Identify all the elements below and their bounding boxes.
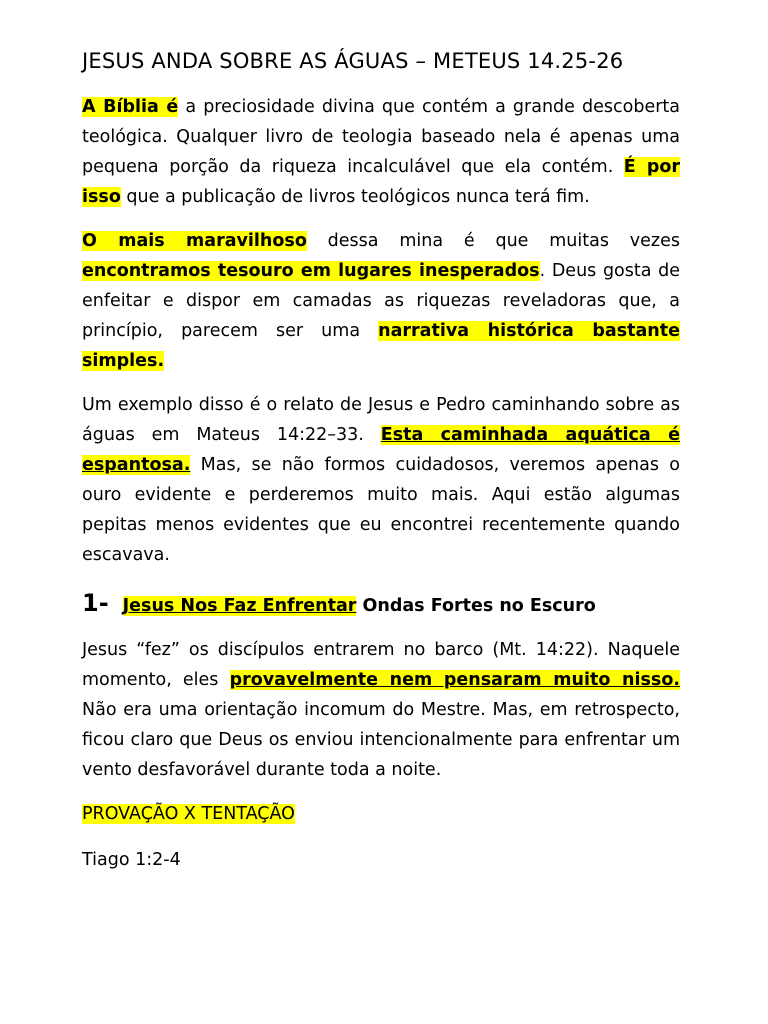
paragraph-boat [82, 635, 680, 785]
body-text: Mas, se não formos cuidadosos, veremos apenas o ouro evidente e perderemos muito mais. Aqui estão algumas pepitas menos evidentes que eu encontrei recentemente quando escavava. [82, 455, 680, 565]
highlight-text: narrativa histórica bastante simples. [82, 321, 680, 371]
paragraph-intro [82, 92, 680, 212]
highlight-text: O mais maravilhoso [82, 231, 307, 251]
document-page [82, 46, 680, 875]
body-text: . Deus gosta de enfeitar e dispor em camadas as riquezas reveladoras que, a princípio, parecem ser uma [82, 261, 680, 341]
page-title: JESUS ANDA SOBRE AS ÁGUAS – METEUS 14.25-26 [82, 49, 624, 73]
paragraph-treasure [82, 226, 680, 376]
section-number: 1- [82, 589, 109, 617]
highlight-text: É por isso [82, 157, 680, 207]
body-text: Jesus “fez” os discípulos entrarem no barco (Mt. 14:22). Naquele momento, eles [82, 640, 680, 690]
body-text: que a publicação de livros teológicos nunca terá fim. [120, 187, 590, 207]
highlight-text: encontramos tesouro em lugares inesperados [82, 261, 540, 281]
highlight-text: provavelmente nem pensaram muito nisso. [229, 670, 680, 690]
body-text: a preciosidade divina que contém a grande descoberta teológica. Qualquer livro de teologia baseado nela é apenas uma pequena porção da riqueza incalculável que ela contém. [82, 97, 680, 177]
highlight-text: Esta caminhada aquática é espantosa. [82, 425, 680, 475]
subheading-highlight: PROVAÇÃO X TENTAÇÃO [82, 804, 295, 824]
paragraph-example [82, 390, 680, 570]
body-text: dessa mina é que muitas vezes [306, 231, 680, 251]
section-heading [82, 588, 680, 621]
subheading [82, 799, 680, 829]
body-text: Um exemplo disso é o relato de Jesus e Pedro caminhando sobre as águas em Mateus 14:22–33. [82, 395, 680, 445]
section-heading-highlight: Jesus Nos Faz Enfrentar [122, 596, 357, 616]
section-heading-text: Ondas Fortes no Escuro [356, 596, 596, 616]
scripture-reference: Tiago 1:2-4 [82, 850, 181, 870]
highlight-text: A Bíblia é [82, 97, 179, 117]
body-text: Não era uma orientação incomum do Mestre. Mas, em retrospecto, ficou claro que Deus os enviou intencionalmente para enfrentar um vento desfavorável durante toda a noite. [82, 700, 680, 780]
